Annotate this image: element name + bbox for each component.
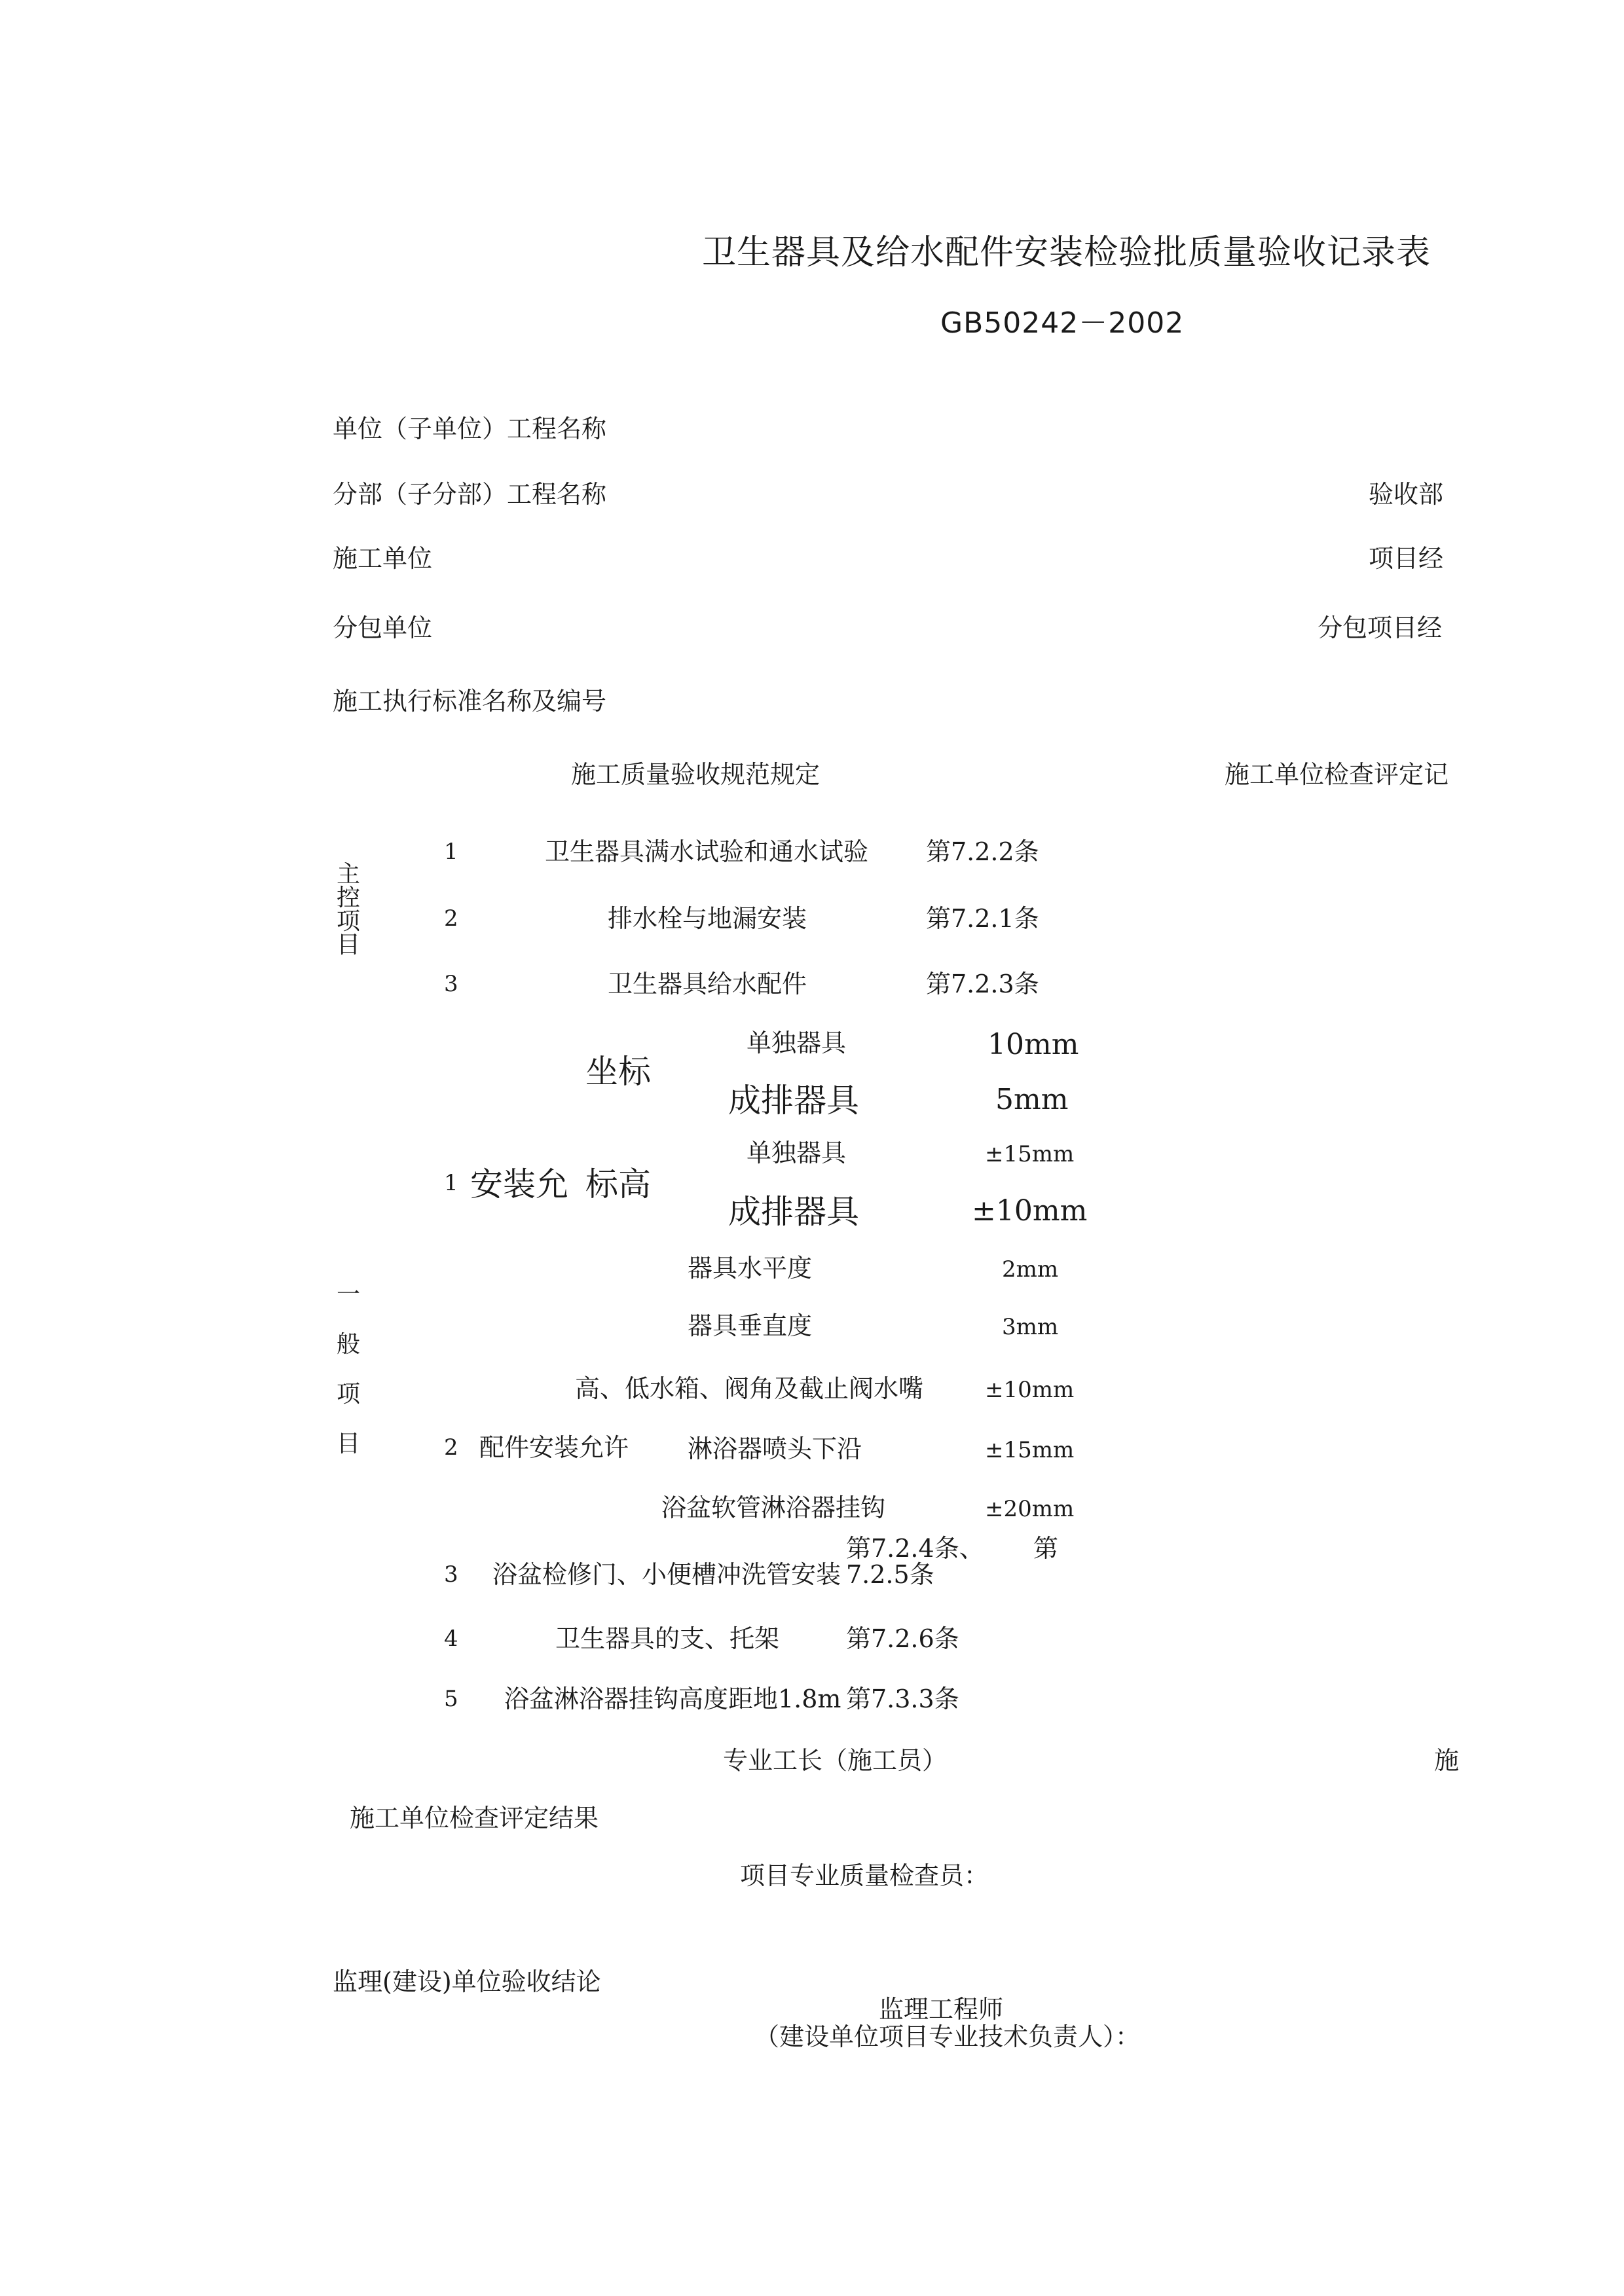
item-number: 5	[444, 1686, 458, 1712]
standard-name-label: 施工执行标准名称及编号	[333, 687, 607, 716]
tolerance-name: 成排器具	[728, 1193, 859, 1231]
tolerance-name: 淋浴器喷头下沿	[688, 1434, 862, 1463]
spec-column-heading: 施工质量验收规范规定	[571, 760, 821, 789]
general-char: 般	[336, 1331, 360, 1358]
item-number: 3	[444, 971, 458, 997]
tolerance-name: 器具垂直度	[688, 1311, 813, 1340]
tolerance-value: 3mm	[1002, 1314, 1059, 1340]
tolerance-name: 高、低水箱、阀角及截止阀水嘴	[574, 1374, 923, 1403]
item-clause: 第7.2.3条	[926, 970, 1039, 998]
general-char: 项	[336, 1381, 360, 1408]
item-name: 卫生器具满水试验和通水试验	[545, 837, 869, 866]
unit-project-label: 单位（子单位）工程名称	[333, 414, 607, 443]
check-record-column-heading: 施工单位检查评定记	[1225, 760, 1449, 789]
supervision-conclusion-label: 监理(建设)单位验收结论	[333, 1967, 601, 1996]
item-clause: 7.2.5条	[846, 1560, 934, 1589]
supervisor-label: 监理工程师	[879, 1995, 1004, 2024]
elevation-label: 标高	[585, 1165, 651, 1203]
item-clause: 第7.2.4条、	[846, 1534, 984, 1563]
item-name: 浴盆检修门、小便槽冲洗管安装	[492, 1560, 841, 1589]
tolerance-name: 器具水平度	[688, 1254, 813, 1283]
coord-label: 坐标	[585, 1053, 651, 1091]
tolerance-value: 2mm	[1002, 1256, 1059, 1283]
item-name: 卫生器具的支、托架	[555, 1624, 780, 1653]
supervisor-sub-label: （建设单位项目专业技术负责人）：	[754, 2022, 1141, 2051]
item-clause: 第7.2.1条	[926, 904, 1039, 933]
item-number: 1	[444, 839, 458, 865]
item-name: 浴盆淋浴器挂钩高度距地1.8m	[504, 1685, 841, 1713]
item-number: 3	[444, 1561, 458, 1588]
item-clause: 第7.2.2条	[926, 837, 1039, 866]
tolerance-value: 10mm	[987, 1028, 1079, 1061]
general-char: 目	[336, 1430, 360, 1457]
item-number: 2	[444, 1434, 458, 1461]
subcontractor-label: 分包单位	[333, 613, 433, 642]
tolerance-value: ±20mm	[985, 1496, 1075, 1522]
inspector-label: 项目专业质量检查员：	[740, 1861, 989, 1890]
tolerance-name: 单独器具	[747, 1029, 847, 1057]
foreman-right-label: 施	[1434, 1746, 1460, 1775]
general-char: 一	[336, 1281, 360, 1308]
main-control-char: 目	[336, 932, 360, 958]
item-number: 1	[444, 1170, 458, 1196]
main-control-char: 主	[336, 861, 360, 888]
item-name: 排水栓与地漏安装	[608, 904, 807, 933]
project-manager-label: 项目经	[1369, 544, 1444, 573]
sub-project-label: 分部（子分部）工程名称	[333, 480, 607, 509]
standard-code: GB50242－2002	[940, 306, 1185, 340]
main-control-char: 控	[336, 884, 360, 911]
main-control-char: 项	[336, 908, 360, 935]
tolerance-value: ±10mm	[985, 1377, 1075, 1403]
item-name: 卫生器具给水配件	[608, 970, 807, 998]
page-title: 卫生器具及给水配件安装检验批质量验收记录表	[702, 233, 1431, 272]
item-clause: 第	[1033, 1534, 1059, 1563]
item-number: 2	[444, 905, 458, 932]
tolerance-value: 5mm	[995, 1083, 1069, 1116]
item-clause: 第7.2.6条	[846, 1624, 959, 1653]
install-tolerance-label: 安装允	[470, 1165, 568, 1203]
item-number: 4	[444, 1626, 458, 1652]
item-clause: 第7.3.3条	[846, 1685, 959, 1713]
tolerance-value: ±15mm	[985, 1141, 1075, 1167]
tolerance-name: 单独器具	[747, 1139, 847, 1167]
check-result-label: 施工单位检查评定结果	[350, 1804, 599, 1832]
tolerance-name: 成排器具	[728, 1082, 859, 1120]
construction-unit-label: 施工单位	[333, 544, 433, 573]
tolerance-value: ±15mm	[985, 1437, 1075, 1463]
sub-project-manager-label: 分包项目经	[1318, 613, 1443, 642]
fitting-tolerance-label: 配件安装允许	[479, 1433, 629, 1462]
foreman-label: 专业工长（施工员）	[723, 1746, 948, 1775]
tolerance-name: 浴盆软管淋浴器挂钩	[661, 1493, 886, 1522]
accept-part-label: 验收部	[1369, 480, 1444, 509]
tolerance-value: ±10mm	[972, 1194, 1088, 1228]
